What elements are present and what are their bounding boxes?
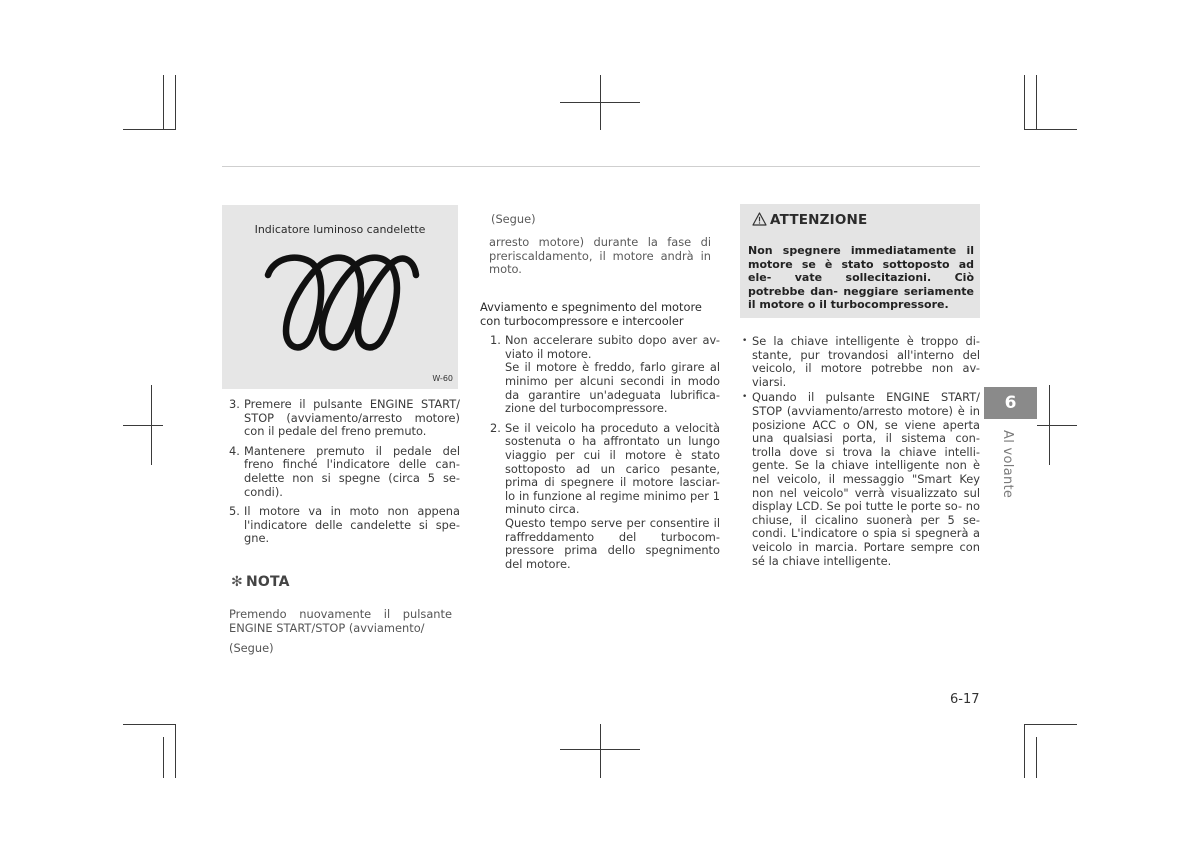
turbo-steps-list [480, 334, 720, 571]
list-item: 4. Mantenere premuto il pedale del freno finché l'indicatore delle can- delette non si spegne (circa 5 se- condi). [229, 443, 460, 499]
left-column [229, 398, 460, 552]
figure-title: Indicatore luminoso candelette [254, 223, 426, 236]
list-item: 5. Il motore va in moto non appena l'indicatore delle candelette si spe- gne. [229, 504, 460, 546]
start-steps-list [229, 398, 460, 546]
list-item: • Se la chiave intelligente è troppo di- stante, pur trovandosi all'interno del veicolo, il motore potrebbe non av- viarsi. [741, 335, 980, 389]
nota-continued: (Segue) [229, 641, 274, 655]
warning-title: ATTENZIONE [752, 212, 867, 228]
asterisk-icon: ✻ [231, 574, 243, 590]
middle-intro: arresto motore) durante la fase di preriscaldamento, il motore andrà in moto. [489, 235, 711, 277]
list-item: • Quando il pulsante ENGINE START/ STOP (avviamento/arresto motore) è in posizione ACC o ON, se viene aperta una qualsiasi porta, il sistema con- trolla dove si trova la chiave intelli- gente. Se la chiave intelligente non è nel veicolo, il messaggio "Smart Key non nel veicolo" verrà visualizzato sul display LCD. Se poi tutte le porte so- no chiuse, il cicalino suonerà per 5 se- condi. L'indicatore o spia si spegnerà a veicolo in marcia. Portare sempre con sé la chiave intelligente. [741, 391, 980, 568]
smart-key-notes [741, 335, 980, 568]
nota-heading: ✻ NOTA [231, 574, 290, 590]
glow-plug-icon [258, 249, 422, 353]
warning-text: Non spegnere immediatamente il motore se è stato sottoposto ad ele- vate sollecitazioni. Ciò potrebbe dan- neggiare seriamente il motore o il turbocompressore. [748, 244, 974, 312]
section-heading: Avviamento e spegnimento del motore con turbocompressore e intercooler [480, 300, 702, 328]
warning-box [740, 204, 980, 318]
chapter-number-tab: 6 [984, 387, 1037, 419]
right-column [741, 335, 980, 570]
page-number: 6-17 [950, 692, 980, 707]
list-item: 3. Premere il pulsante ENGINE START/ STOP (avviamento/arresto motore) con il pedale del freno premuto. [229, 397, 460, 439]
nota-text: Premendo nuovamente il pulsante ENGINE START/STOP (avviamento/ [229, 607, 452, 635]
chapter-name: Al volante [1000, 430, 1015, 499]
header-rule [222, 166, 980, 167]
middle-continued: (Segue) [491, 212, 536, 226]
list-item: 1. Non accelerare subito dopo aver av- viato il motore. Se il motore è freddo, farlo girare al minimo per alcuni secondi in modo da garantire un'adeguata lubrifica- zione del turbocompressore. [490, 333, 720, 416]
list-item: 2. Se il veicolo ha proceduto a velocità sostenuta o ha affrontato un lungo viaggio per cui il motore è stato sottoposto ad un carico pesante, prima di spegnere il motore lasciar- lo in funzione al regime minimo per 1 minuto circa. Questo tempo serve per consentire il raffreddamento del turbocom- pressore prima dello spegnimento del motore. [490, 420, 720, 571]
glow-plug-figure [222, 205, 458, 389]
warning-triangle-icon [752, 212, 767, 226]
middle-section [480, 301, 720, 577]
figure-code: W-60 [432, 374, 453, 383]
